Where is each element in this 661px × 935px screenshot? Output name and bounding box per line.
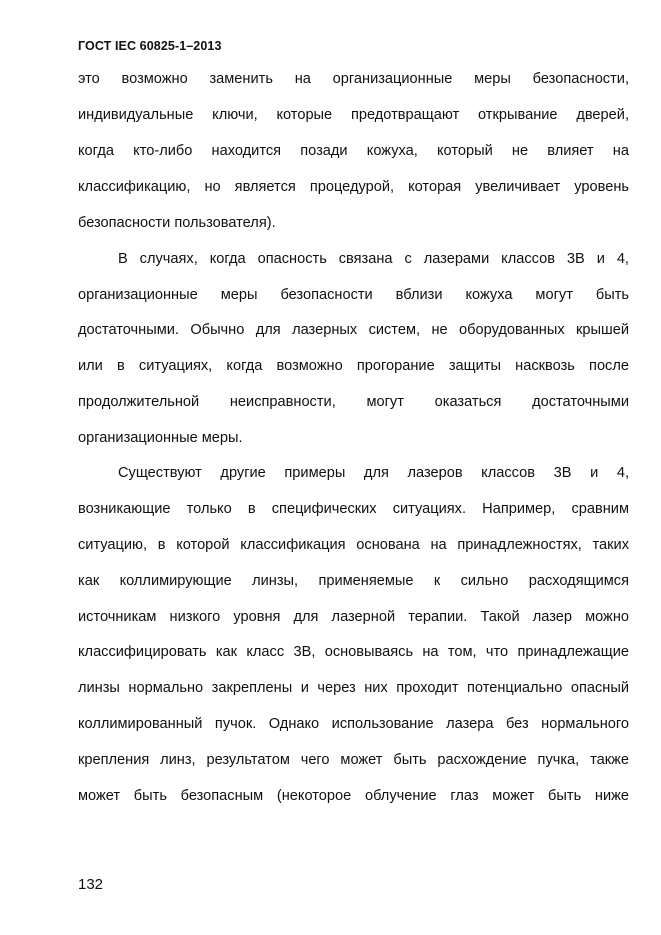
text-line: индивидуальные ключи, которые предотвращают открывание дверей, (78, 107, 629, 123)
text-line: Существуют другие примеры для лазеров классов 3В и 4, (118, 465, 629, 481)
text-line: безопасности пользователя). (78, 215, 276, 231)
text-line: когда кто-либо находится позади кожуха, который не влияет на (78, 143, 629, 159)
text-line: классифицировать как класс 3В, основываясь на том, что принадлежащие (78, 644, 629, 660)
text-line: линзы нормально закреплены и через них проходит потенциально опасный (78, 680, 629, 696)
text-line: классификацию, но является процедурой, которая увеличивает уровень (78, 179, 629, 195)
text-line: возникающие только в специфических ситуациях. Например, сравним (78, 501, 629, 517)
page-number: 132 (78, 876, 104, 893)
text-line: или в ситуациях, когда возможно прогорание защиты насквозь после (78, 358, 629, 374)
text-line: может быть безопасным (некоторое облучение глаз может быть ниже (78, 788, 629, 804)
text-line: продолжительной неисправности, могут оказаться достаточными (78, 394, 629, 410)
document-header: ГОСТ IEC 60825-1–2013 (78, 39, 222, 53)
text-line: ситуацию, в которой классификация основана на принадлежностях, таких (78, 537, 629, 553)
text-line: организационные меры безопасности вблизи кожуха могут быть (78, 287, 629, 303)
text-line: достаточными. Обычно для лазерных систем, не оборудованных крышей (78, 322, 629, 338)
text-line: коллимированный пучок. Однако использование лазера без нормального (78, 716, 629, 732)
text-line: источникам низкого уровня для лазерной терапии. Такой лазер можно (78, 609, 629, 625)
text-line: это возможно заменить на организационные меры безопасности, (78, 71, 629, 87)
text-line: организационные меры. (78, 430, 243, 446)
text-line: В случаях, когда опасность связана с лазерами классов 3В и 4, (118, 251, 629, 267)
text-line: как коллимирующие линзы, применяемые к сильно расходящимся (78, 573, 629, 589)
text-line: крепления линз, результатом чего может быть расхождение пучка, также (78, 752, 629, 768)
